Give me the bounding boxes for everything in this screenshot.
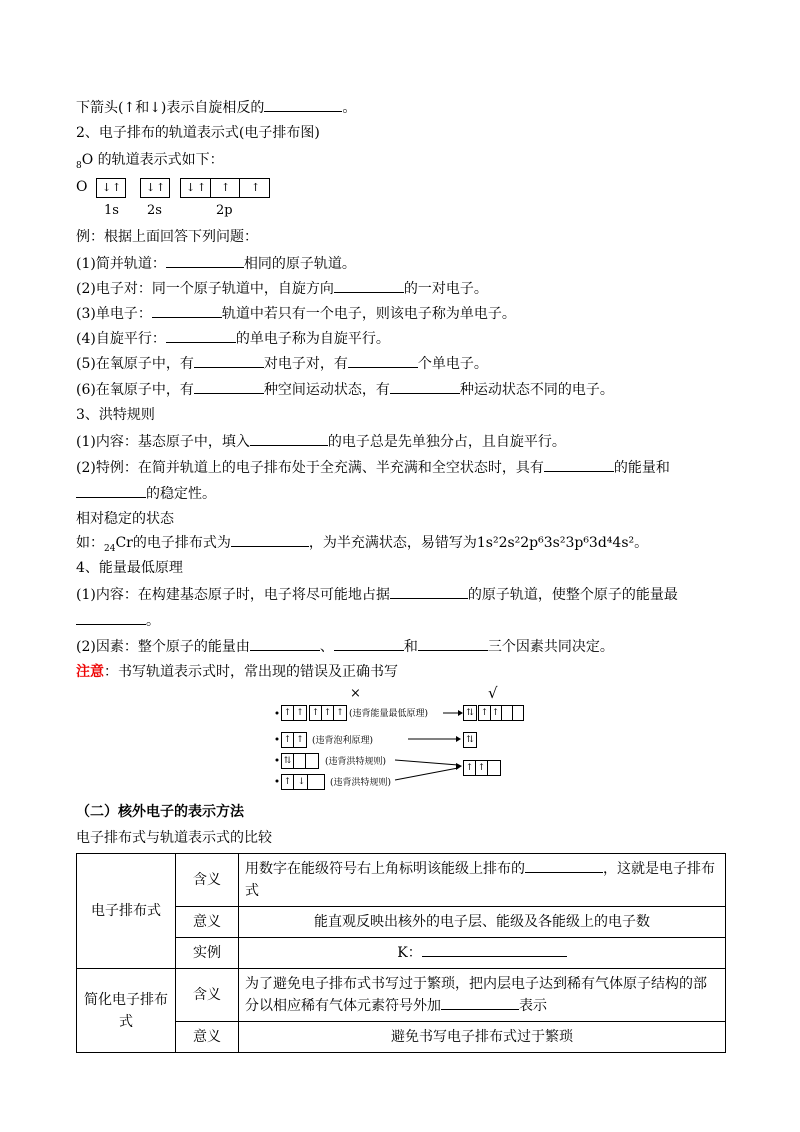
text: (2)电子对：同一个原子轨道中，自旋方向 — [76, 281, 334, 297]
text: 种运动状态不同的电子。 — [459, 382, 614, 398]
text: 如： — [76, 535, 104, 551]
table-cell — [239, 854, 726, 907]
text: O 的轨道表示式如下： — [81, 152, 224, 168]
text: 为了避免电子排布式书写过于繁琐，把内层电子达到稀有气体原子结构的部分以相应稀有气体元素符号外加 — [245, 976, 707, 1014]
rule-label: (违背洪特规则) — [325, 757, 387, 767]
text: (2)因素：整个原子的能量由 — [76, 639, 250, 655]
table-row — [77, 969, 726, 1022]
electron-configuration: 1s²2s²2p⁶3s²3p⁶3d⁴4s²。 — [476, 535, 649, 551]
rule-label: (违背能量最低原理) — [349, 709, 429, 719]
correct-mark-icon: √ — [488, 684, 498, 702]
text: 和 — [403, 639, 418, 655]
text: 用数字在能级符号右上角标明该能级上排布的 — [245, 861, 525, 877]
orbital-label-1s: 1s — [104, 203, 119, 218]
orbital-label-2p: 2p — [216, 203, 233, 218]
text: K： — [397, 945, 422, 961]
answer-blank[interactable] — [422, 943, 567, 957]
spin-up-arrow-icon: ↑ — [221, 181, 231, 194]
subscript: 24 — [104, 543, 116, 554]
text: 的一对电子。 — [403, 281, 488, 297]
spin-up-arrow-icon: ↑ — [112, 181, 122, 194]
table-key: 含义 — [176, 969, 239, 1022]
text: 轨道中若只有一个电子，则该电子称为单电子。 — [221, 306, 516, 322]
text: 的单电子称为自旋平行。 — [235, 331, 390, 347]
text: 个单电子。 — [417, 356, 488, 372]
table-key: 含义 — [176, 854, 239, 907]
table-key: 意义 — [176, 1022, 239, 1053]
table-key: 实例 — [176, 938, 239, 969]
text: 的原子轨道，使整个原子的能量最 — [467, 587, 678, 603]
text: 的能量和 — [613, 460, 670, 476]
spin-down-arrow-icon: ↓ — [186, 181, 196, 194]
table-cell: 避免书写电子排布式过于繁琐 — [239, 1022, 726, 1053]
table-row-header: 简化电子排布式 — [77, 969, 176, 1053]
text: 三个因素共同决定。 — [487, 639, 614, 655]
spin-down-arrow-icon: ↓ — [102, 181, 112, 194]
stable-state: 相对稳定的状态 — [76, 511, 174, 527]
text: ，这就是电子排布式 — [245, 861, 715, 899]
text: 、 — [319, 639, 334, 655]
orbital-box: ↑ ↑ — [281, 705, 307, 721]
example-heading: 例：根据上面回答下列问题： — [76, 229, 258, 245]
orbital-box: ↑ ↑ — [281, 732, 307, 748]
table-key: 意义 — [176, 907, 239, 938]
table-cell — [239, 969, 726, 1022]
text: ：书写轨道表示式时，常出现的错误及正确书写 — [104, 664, 398, 680]
section-heading: （二）核外电子的表示方法 — [76, 804, 244, 820]
comparison-title: 电子排布式与轨道表示式的比较 — [76, 830, 272, 846]
text: (1)内容：基态原子中，填入 — [76, 434, 250, 450]
spin-up-arrow-icon: ↑ — [197, 181, 207, 194]
orbital-box: ⇅ — [463, 732, 477, 748]
heading-lowest-energy: 4、能量最低原理 — [76, 560, 183, 576]
orbital-box: ↑ ↓ — [281, 774, 325, 790]
rule-label: (违背洪特规则) — [330, 778, 392, 788]
text: 对电子对，有 — [263, 356, 348, 372]
heading-orbital-diagram: 2、电子排布的轨道表示式(电子排布图) — [76, 125, 320, 141]
wrong-mark-icon: × — [350, 686, 361, 701]
table-row-header: 电子排布式 — [77, 854, 176, 969]
text: Cr的电子排布式为 — [115, 535, 231, 551]
orbital-box: ⇅ — [463, 705, 477, 721]
text: (1)简并轨道： — [76, 256, 166, 272]
text: ，为半充满状态，易错写为 — [308, 535, 477, 551]
subscript: 8 — [76, 160, 82, 171]
table-cell: 能直观反映出核外的电子层、能级及各能级上的电子数 — [239, 907, 726, 938]
text: 。 — [342, 100, 357, 116]
text: 相同的原子轨道。 — [243, 256, 356, 272]
rule-label: (违背泡利原理) — [312, 736, 374, 746]
text: (3)单电子： — [76, 306, 152, 322]
text: (2)特例：在简并轨道上的电子排布处于全充满、半充满和全空状态时，具有 — [76, 460, 544, 476]
text: 的电子总是先单独分占，且自旋平行。 — [327, 434, 566, 450]
table-cell — [239, 938, 726, 969]
orbital-box: ↑ ↑ — [463, 760, 501, 776]
oxygen-label: O — [76, 179, 88, 195]
comparison-table — [76, 853, 726, 1053]
note-label: 注意 — [76, 664, 104, 680]
text: 。 — [146, 613, 160, 629]
text: (5)在氧原子中，有 — [76, 356, 194, 372]
answer-blank[interactable] — [525, 859, 603, 873]
orbital-box: ↑ ↑ — [478, 705, 524, 721]
text: (4)自旋平行： — [76, 331, 166, 347]
table-row — [77, 854, 726, 907]
spin-up-arrow-icon: ↑ — [251, 181, 261, 194]
orbital-label-2s: 2s — [147, 203, 162, 218]
text: (1)内容：在构建基态原子时，电子将尽可能地占据 — [76, 587, 390, 603]
text: 种空间运动状态，有 — [263, 382, 390, 398]
text: 的稳定性。 — [146, 486, 216, 502]
text: 表示 — [519, 998, 547, 1014]
spin-down-arrow-icon: ↓ — [146, 181, 156, 194]
text: 下箭头(↑和↓)表示自旋相反的 — [76, 100, 265, 116]
spin-up-arrow-icon: ↑ — [156, 181, 166, 194]
text: (6)在氧原子中，有 — [76, 382, 194, 398]
orbital-box: ⇅ — [281, 753, 319, 769]
answer-blank[interactable] — [441, 996, 519, 1010]
heading-hund-rule: 3、洪特规则 — [76, 407, 155, 423]
orbital-box: ↑ ↑ ↑ — [309, 705, 347, 721]
